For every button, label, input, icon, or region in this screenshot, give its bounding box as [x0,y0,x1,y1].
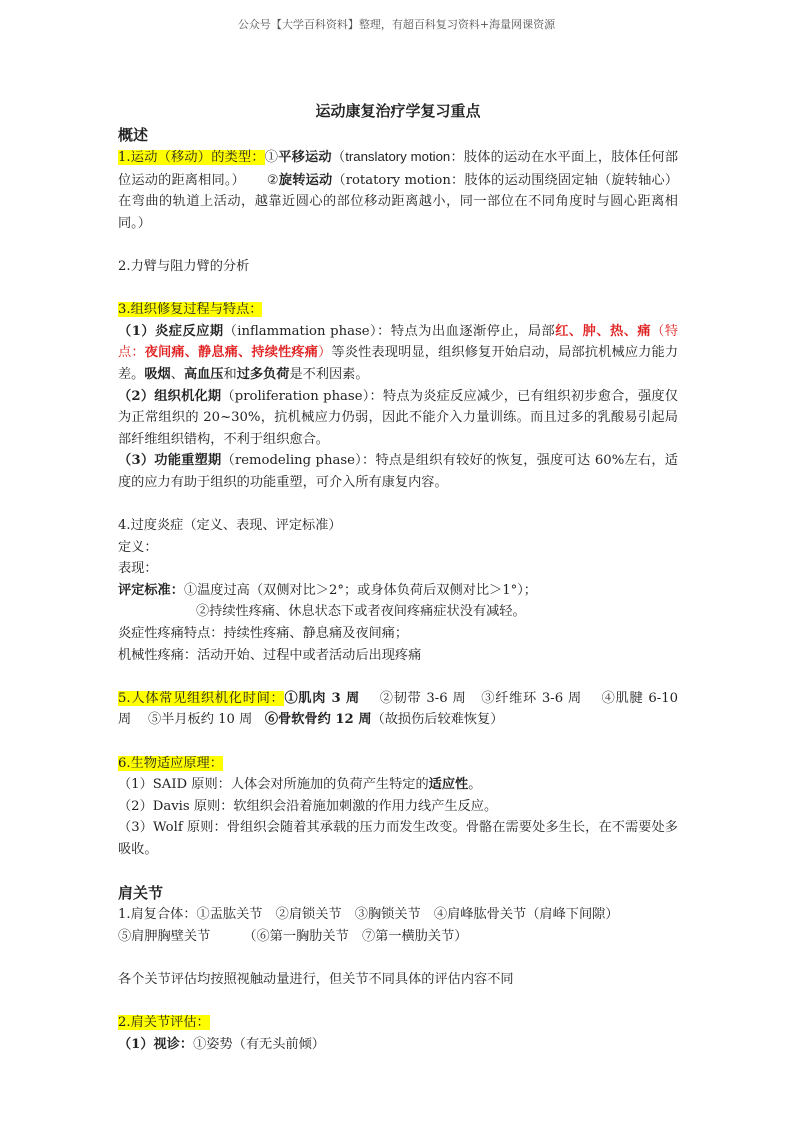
criteria-line-1 [118,580,678,602]
red-text: ） [318,345,332,361]
document-title: 运动康复治疗学复习重点 [315,102,481,120]
highlight-label: 2.肩关节评估： [118,1015,210,1031]
bold-term: 适应性 [428,777,469,793]
item-bio-adaptation-label [118,753,678,775]
phase-text: （proliferation phase）：特点为炎症反应减少，已有组织初步愈合，强度仅为正常组织的 20~30%，抗机械应力仍弱，因此不能介入力量训练。而且过多的乳酸易引起局部纤维组织错构，不利于组织愈合。 [118,388,678,447]
inspection-text: ①姿势（有无头前倾） [193,1036,325,1052]
circled-number: ② [266,172,279,188]
item-lever-analysis: 2.力臂与阻力臂的分析 [118,258,250,274]
phase-text: （inflammation phase）：特点为出血逐渐停止，局部 [223,323,556,339]
tissue-meniscus: ⑤半月板约 10 周 [147,712,253,728]
tissue-tendon: ④肌腱 6-10 周 [118,690,678,728]
section-heading-overview: 概述 [118,126,149,144]
shoulder-assessment-label [118,1012,678,1034]
mechanical-pain-line: 机械性疼痛：活动开始、过程中或者活动后出现疼痛 [118,647,422,663]
bold-term: 高血压 [183,366,224,382]
manifestation-line: 表现： [118,561,158,577]
principle-davis: （2）Davis 原则：软组织会沿着施加刺激的作用力线产生反应。 [118,798,498,814]
tissue-muscle: ①肌肉 3 周 [284,690,360,706]
highlight-label: 3.组织修复过程与特点： [118,302,263,318]
item-tissue-repair-label [118,299,678,321]
watermark-header: 公众号【大学百科资料】整理，有超百科复习资料+海量网课资源 [237,18,556,31]
section-heading-shoulder: 肩关节 [118,884,164,903]
phase-inflammation [118,321,678,386]
shoulder-complex-line-2: ⑤肩胛胸壁关节 （⑥第一胸肋关节 ⑦第一横肋关节） [118,928,468,944]
highlight-label: 6.生物适应原理： [118,755,223,771]
definition-line: 定义： [118,539,158,555]
phase-text: （remodeling phase）：特点是组织有较好的恢复，强度可达 60%左右，适度的应力有助于组织的功能重塑，可介入所有康复内容。 [118,453,678,490]
phase-term: （2）组织机化期 [118,388,222,404]
phase-proliferation [118,386,678,451]
phase-term: （3）功能重塑期 [118,453,222,469]
red-text: （特点： [118,323,679,361]
tissue-annulus: ③纤维环 3-6 周 [481,690,582,706]
term-rotatory: 旋转运动 [278,172,333,188]
criteria-label: 评定标准： [118,582,184,598]
shoulder-inspection [118,1034,678,1056]
principle-said [118,774,678,796]
phase-remodeling [118,450,678,493]
term-description: （translatory motion：肢体的运动在水平面上，肢体任何部位运动的距离相同。） [118,149,679,187]
bold-term: 过多负荷 [236,366,290,382]
shoulder-complex-line-1: 1.肩复合体：①盂肱关节 ②肩锁关节 ③胸锁关节 ④肩峰肱骨关节（肩峰下间隙） [118,907,619,923]
red-emphasis: 红、肿、热、痛 [555,323,652,339]
tissue-note: （故损伤后较难恢复） [371,712,504,728]
circled-number: ① [264,150,279,165]
criteria-line-2: ②持续性疼痛、休息状态下或者夜间疼痛症状没有减轻。 [196,604,526,620]
item-organization-time [118,688,678,731]
bold-term: （1）视诊： [118,1036,194,1052]
conjunction: 和 [223,366,237,382]
item-motion-types [118,146,678,234]
inflammatory-pain-line: 炎症性疼痛特点：持续性疼痛、静息痛及夜间痛； [118,626,409,642]
tissue-ligament: ②韧带 3-6 周 [379,690,467,706]
principle-wolf: （3）Wolf 原则：骨组织会随着其承载的压力而发生改变。骨骼在需要处多生长，在不需要处多吸收。 [118,820,678,857]
term-translatory: 平移运动 [278,150,332,165]
separator: 、 [170,366,184,382]
highlight-label: 5.人体常见组织机化时间： [118,690,285,706]
highlight-label: 1.运动（移动）的类型： [118,150,265,165]
term-description: （rotatory motion：肢体的运动围绕固定轴（旋转轴心）在弯曲的轨道上活动，越靠近圆心的部位移动距离越小，同一部位在不同角度时与圆心距离相同。） [118,172,679,231]
shoulder-note: 各个关节评估均按照视触动量进行，但关节不同具体的评估内容不同 [118,971,514,987]
phase-text: 等炎性表现明显，组织修复开始启动，局部抗机械应力能力差。 [118,345,679,382]
tissue-cartilage: ⑥骨软骨约 12 周 [264,712,372,728]
principle-text: （1）SAID 原则：人体会对所施加的负荷产生特定的 [118,777,429,793]
document-page [118,100,678,1055]
criteria-text: ①温度过高（双侧对比＞2°；或身体负荷后双侧对比＞1°）； [183,582,537,598]
principle-text: 。 [468,777,482,793]
phase-text: 是不利因素。 [289,366,369,382]
item-excess-inflammation: 4.过度炎症（定义、表现、评定标准） [118,518,342,534]
bold-term: 吸烟 [144,366,171,382]
phase-term: （1）炎症反应期 [118,323,224,339]
red-emphasis: 夜间痛、静息痛、持续性疼痛 [144,345,319,361]
